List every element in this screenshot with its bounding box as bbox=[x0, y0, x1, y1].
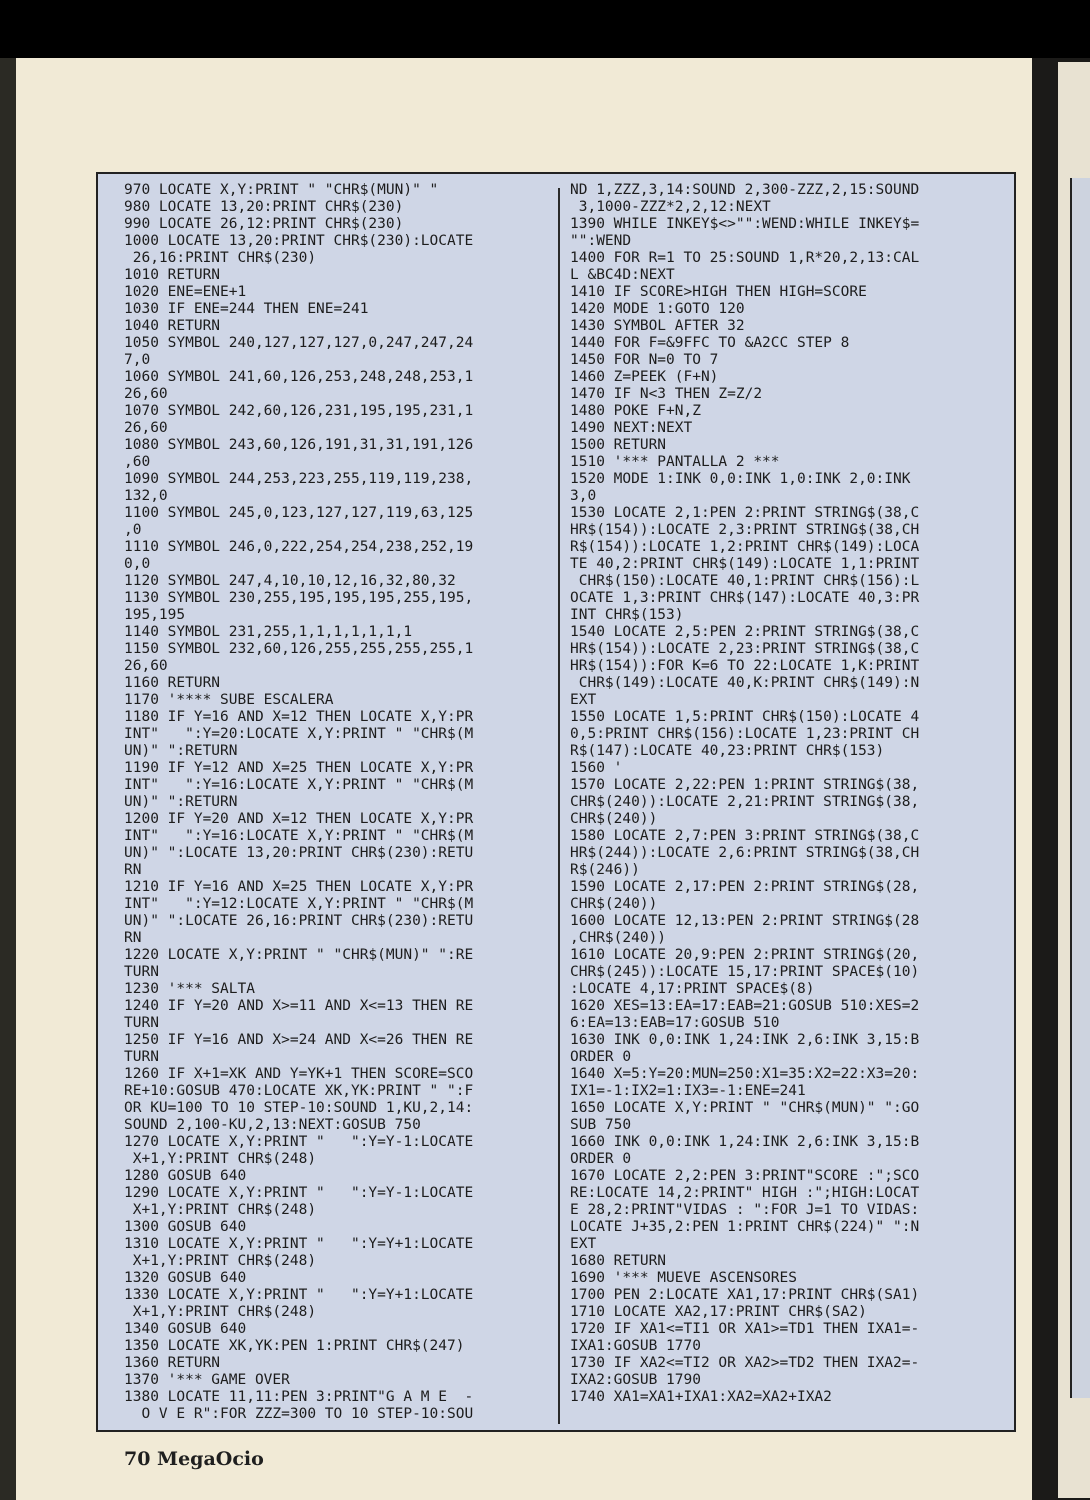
code-line: 990 LOCATE 26,12:PRINT CHR$(230) bbox=[124, 216, 404, 232]
code-line: HR$(154)):LOCATE 2,23:PRINT STRING$(38,C bbox=[570, 641, 920, 657]
code-line: 1210 IF Y=16 AND X=25 THEN LOCATE X,Y:PR bbox=[124, 879, 474, 895]
code-line: 1280 GOSUB 640 bbox=[124, 1168, 247, 1184]
code-line: 1100 SYMBOL 245,0,123,127,127,119,63,125 bbox=[124, 505, 474, 521]
code-line: 1500 RETURN bbox=[570, 437, 667, 453]
code-line: HR$(244)):LOCATE 2,6:PRINT STRING$(38,CH bbox=[570, 845, 920, 861]
code-line: 1060 SYMBOL 241,60,126,253,248,248,253,1 bbox=[124, 369, 474, 385]
code-line: 1700 PEN 2:LOCATE XA1,17:PRINT CHR$(SA1) bbox=[570, 1287, 920, 1303]
code-line: 1590 LOCATE 2,17:PEN 2:PRINT STRING$(28, bbox=[570, 879, 920, 895]
code-line: CHR$(245)):LOCATE 15,17:PRINT SPACE$(10) bbox=[570, 964, 920, 980]
code-line: UN)" ":RETURN bbox=[124, 743, 238, 759]
code-line: INT" ":Y=16:LOCATE X,Y:PRINT " "CHR$(M bbox=[124, 777, 474, 793]
code-line: 1090 SYMBOL 244,253,223,255,119,119,238, bbox=[124, 471, 474, 487]
code-line: 1690 '*** MUEVE ASCENSORES bbox=[570, 1270, 797, 1286]
code-line: 1380 LOCATE 11,11:PEN 3:PRINT"G A M E - bbox=[124, 1389, 474, 1405]
code-line: 1630 INK 0,0:INK 1,24:INK 2,6:INK 3,15:B bbox=[570, 1032, 920, 1048]
code-line: 1220 LOCATE X,Y:PRINT " "CHR$(MUN)" ":RE bbox=[124, 947, 474, 963]
facing-page-listing-edge bbox=[1070, 178, 1090, 1398]
code-line: CHR$(240)):LOCATE 2,21:PRINT STRING$(38, bbox=[570, 794, 920, 810]
code-line: X+1,Y:PRINT CHR$(248) bbox=[124, 1253, 317, 1269]
code-line: ORDER 0 bbox=[570, 1151, 632, 1167]
code-line: 1440 FOR F=&9FFC TO &A2CC STEP 8 bbox=[570, 335, 850, 351]
code-line: R$(246)) bbox=[570, 862, 640, 878]
code-line: 1610 LOCATE 20,9:PEN 2:PRINT STRING$(20, bbox=[570, 947, 920, 963]
code-line: E 28,2:PRINT"VIDAS : ":FOR J=1 TO VIDAS: bbox=[570, 1202, 920, 1218]
code-line: 1390 WHILE INKEY$<>"":WEND:WHILE INKEY$= bbox=[570, 216, 920, 232]
code-line: 1540 LOCATE 2,5:PEN 2:PRINT STRING$(38,C bbox=[570, 624, 920, 640]
code-line: ,CHR$(240)) bbox=[570, 930, 667, 946]
code-line: 1370 '*** GAME OVER bbox=[124, 1372, 290, 1388]
code-line: IXA1:GOSUB 1770 bbox=[570, 1338, 701, 1354]
code-line: 7,0 bbox=[124, 352, 151, 368]
code-line: 1670 LOCATE 2,2:PEN 3:PRINT"SCORE :";SCO bbox=[570, 1168, 920, 1184]
code-line: UN)" ":RETURN bbox=[124, 794, 238, 810]
code-line: 1560 ' bbox=[570, 760, 623, 776]
code-line: 1270 LOCATE X,Y:PRINT " ":Y=Y-1:LOCATE bbox=[124, 1134, 474, 1150]
code-line: 3,1000-ZZZ*2,2,12:NEXT bbox=[570, 199, 771, 215]
code-line: CHR$(150):LOCATE 40,1:PRINT CHR$(156):L bbox=[570, 573, 920, 589]
page-footer: 70 MegaOcio bbox=[124, 1448, 264, 1470]
listing-right-column bbox=[570, 182, 1010, 1406]
code-line: 1260 IF X+1=XK AND Y=YK+1 THEN SCORE=SCO bbox=[124, 1066, 474, 1082]
code-line: RN bbox=[124, 930, 142, 946]
code-line: R$(147):LOCATE 40,23:PRINT CHR$(153) bbox=[570, 743, 885, 759]
code-line: ,0 bbox=[124, 522, 142, 538]
code-line: 1400 FOR R=1 TO 25:SOUND 1,R*20,2,13:CAL bbox=[570, 250, 920, 266]
book-spine-edge bbox=[0, 58, 16, 1500]
code-line: IX1=-1:IX2=1:IX3=-1:ENE=241 bbox=[570, 1083, 806, 1099]
code-line: L &BC4D:NEXT bbox=[570, 267, 675, 283]
code-line: SUB 750 bbox=[570, 1117, 632, 1133]
code-line: HR$(154)):FOR K=6 TO 22:LOCATE 1,K:PRINT bbox=[570, 658, 920, 674]
code-line: 1520 MODE 1:INK 0,0:INK 1,0:INK 2,0:INK bbox=[570, 471, 911, 487]
code-line: 1080 SYMBOL 243,60,126,191,31,31,191,126 bbox=[124, 437, 474, 453]
code-line: 1130 SYMBOL 230,255,195,195,195,255,195, bbox=[124, 590, 474, 606]
code-line: 1350 LOCATE XK,YK:PEN 1:PRINT CHR$(247) bbox=[124, 1338, 465, 1354]
code-line: 1420 MODE 1:GOTO 120 bbox=[570, 301, 745, 317]
code-line: 1710 LOCATE XA2,17:PRINT CHR$(SA2) bbox=[570, 1304, 867, 1320]
code-line: O V E R":FOR ZZZ=300 TO 10 STEP-10:SOU bbox=[124, 1406, 474, 1422]
code-line: 1490 NEXT:NEXT bbox=[570, 420, 693, 436]
listing-left-column bbox=[124, 182, 558, 1423]
code-line: INT" ":Y=16:LOCATE X,Y:PRINT " "CHR$(M bbox=[124, 828, 474, 844]
code-line: 1120 SYMBOL 247,4,10,10,12,16,32,80,32 bbox=[124, 573, 456, 589]
code-line: 1030 IF ENE=244 THEN ENE=241 bbox=[124, 301, 369, 317]
code-line: 1430 SYMBOL AFTER 32 bbox=[570, 318, 745, 334]
code-line: 1170 '**** SUBE ESCALERA bbox=[124, 692, 334, 708]
code-line: 1320 GOSUB 640 bbox=[124, 1270, 247, 1286]
code-line: HR$(154)):LOCATE 2,3:PRINT STRING$(38,CH bbox=[570, 522, 920, 538]
code-line: INT CHR$(153) bbox=[570, 607, 684, 623]
code-line: X+1,Y:PRINT CHR$(248) bbox=[124, 1202, 317, 1218]
code-line: CHR$(149):LOCATE 40,K:PRINT CHR$(149):N bbox=[570, 675, 920, 691]
code-line: 1050 SYMBOL 240,127,127,127,0,247,247,24 bbox=[124, 335, 474, 351]
code-line: 1020 ENE=ENE+1 bbox=[124, 284, 247, 300]
code-line: ,60 bbox=[124, 454, 151, 470]
code-line: 26,16:PRINT CHR$(230) bbox=[124, 250, 317, 266]
basic-code-listing bbox=[96, 172, 1016, 1432]
code-line: 0,5:PRINT CHR$(156):LOCATE 1,23:PRINT CH bbox=[570, 726, 920, 742]
code-line: 1450 FOR N=0 TO 7 bbox=[570, 352, 719, 368]
code-line: 1000 LOCATE 13,20:PRINT CHR$(230):LOCATE bbox=[124, 233, 474, 249]
code-line: 1720 IF XA1<=TI1 OR XA1>=TD1 THEN IXA1=- bbox=[570, 1321, 920, 1337]
code-line: 132,0 bbox=[124, 488, 168, 504]
code-line: EXT bbox=[570, 692, 597, 708]
code-line: ORDER 0 bbox=[570, 1049, 632, 1065]
column-divider bbox=[558, 188, 560, 1424]
code-line: 1150 SYMBOL 232,60,126,255,255,255,255,1 bbox=[124, 641, 474, 657]
code-line: 1200 IF Y=20 AND X=12 THEN LOCATE X,Y:PR bbox=[124, 811, 474, 827]
code-line: 1510 '*** PANTALLA 2 *** bbox=[570, 454, 780, 470]
code-line: 1460 Z=PEEK (F+N) bbox=[570, 369, 719, 385]
code-line: 0,0 bbox=[124, 556, 151, 572]
code-line: 1180 IF Y=16 AND X=12 THEN LOCATE X,Y:PR bbox=[124, 709, 474, 725]
code-line: 1010 RETURN bbox=[124, 267, 221, 283]
code-line: RE+10:GOSUB 470:LOCATE XK,YK:PRINT " ":F bbox=[124, 1083, 474, 1099]
code-line: 1530 LOCATE 2,1:PEN 2:PRINT STRING$(38,C bbox=[570, 505, 920, 521]
code-line: 1660 INK 0,0:INK 1,24:INK 2,6:INK 3,15:B bbox=[570, 1134, 920, 1150]
code-line: 1600 LOCATE 12,13:PEN 2:PRINT STRING$(28 bbox=[570, 913, 920, 929]
code-line: 1300 GOSUB 640 bbox=[124, 1219, 247, 1235]
code-line: ND 1,ZZZ,3,14:SOUND 2,300-ZZZ,2,15:SOUND bbox=[570, 182, 920, 198]
code-line: 1230 '*** SALTA bbox=[124, 981, 255, 997]
code-line: 1040 RETURN bbox=[124, 318, 221, 334]
code-line: CHR$(240)) bbox=[570, 896, 658, 912]
code-line: R$(154)):LOCATE 1,2:PRINT CHR$(149):LOCA bbox=[570, 539, 920, 555]
code-line: X+1,Y:PRINT CHR$(248) bbox=[124, 1151, 317, 1167]
code-line: 1190 IF Y=12 AND X=25 THEN LOCATE X,Y:PR bbox=[124, 760, 474, 776]
code-line: UN)" ":LOCATE 26,16:PRINT CHR$(230):RETU bbox=[124, 913, 474, 929]
code-line: 1290 LOCATE X,Y:PRINT " ":Y=Y-1:LOCATE bbox=[124, 1185, 474, 1201]
code-line: 980 LOCATE 13,20:PRINT CHR$(230) bbox=[124, 199, 404, 215]
code-line: 1160 RETURN bbox=[124, 675, 221, 691]
code-line: SOUND 2,100-KU,2,13:NEXT:GOSUB 750 bbox=[124, 1117, 421, 1133]
code-line: 1310 LOCATE X,Y:PRINT " ":Y=Y+1:LOCATE bbox=[124, 1236, 474, 1252]
code-line: OCATE 1,3:PRINT CHR$(147):LOCATE 40,3:PR bbox=[570, 590, 920, 606]
code-line: RN bbox=[124, 862, 142, 878]
code-line: 1410 IF SCORE>HIGH THEN HIGH=SCORE bbox=[570, 284, 867, 300]
code-line: 1330 LOCATE X,Y:PRINT " ":Y=Y+1:LOCATE bbox=[124, 1287, 474, 1303]
code-line: :LOCATE 4,17:PRINT SPACE$(8) bbox=[570, 981, 815, 997]
code-line: 1470 IF N<3 THEN Z=Z/2 bbox=[570, 386, 763, 402]
code-line: 1740 XA1=XA1+IXA1:XA2=XA2+IXA2 bbox=[570, 1389, 832, 1405]
code-line: 26,60 bbox=[124, 420, 168, 436]
code-line: CHR$(240)) bbox=[570, 811, 658, 827]
code-line: RE:LOCATE 14,2:PRINT" HIGH :";HIGH:LOCAT bbox=[570, 1185, 920, 1201]
code-line: 1640 X=5:Y=20:MUN=250:X1=35:X2=22:X3=20: bbox=[570, 1066, 920, 1082]
code-line: 1110 SYMBOL 246,0,222,254,254,238,252,19 bbox=[124, 539, 474, 555]
code-line: 1070 SYMBOL 242,60,126,231,195,195,231,1 bbox=[124, 403, 474, 419]
code-line: INT" ":Y=12:LOCATE X,Y:PRINT " "CHR$(M bbox=[124, 896, 474, 912]
code-line: 195,195 bbox=[124, 607, 186, 623]
code-line: 970 LOCATE X,Y:PRINT " "CHR$(MUN)" " bbox=[124, 182, 439, 198]
code-line: 1650 LOCATE X,Y:PRINT " "CHR$(MUN)" ":GO bbox=[570, 1100, 920, 1116]
code-line: INT" ":Y=20:LOCATE X,Y:PRINT " "CHR$(M bbox=[124, 726, 474, 742]
code-line: LOCATE J+35,2:PEN 1:PRINT CHR$(224)" ":N bbox=[570, 1219, 920, 1235]
code-line: 6:EA=13:EAB=17:GOSUB 510 bbox=[570, 1015, 780, 1031]
code-line: 3,0 bbox=[570, 488, 597, 504]
code-line: 1250 IF Y=16 AND X>=24 AND X<=26 THEN RE bbox=[124, 1032, 474, 1048]
code-line: TE 40,2:PRINT CHR$(149):LOCATE 1,1:PRINT bbox=[570, 556, 920, 572]
code-line: OR KU=100 TO 10 STEP-10:SOUND 1,KU,2,14: bbox=[124, 1100, 474, 1116]
code-line: "":WEND bbox=[570, 233, 632, 249]
code-line: 1360 RETURN bbox=[124, 1355, 221, 1371]
code-line: 1480 POKE F+N,Z bbox=[570, 403, 701, 419]
code-line: TURN bbox=[124, 1015, 159, 1031]
code-line: TURN bbox=[124, 964, 159, 980]
code-line: 1620 XES=13:EA=17:EAB=21:GOSUB 510:XES=2 bbox=[570, 998, 920, 1014]
code-line: 1240 IF Y=20 AND X>=11 AND X<=13 THEN RE bbox=[124, 998, 474, 1014]
code-line: 1140 SYMBOL 231,255,1,1,1,1,1,1,1 bbox=[124, 624, 413, 640]
code-line: TURN bbox=[124, 1049, 159, 1065]
code-line: 1570 LOCATE 2,22:PEN 1:PRINT STRING$(38, bbox=[570, 777, 920, 793]
code-line: X+1,Y:PRINT CHR$(248) bbox=[124, 1304, 317, 1320]
code-line: IXA2:GOSUB 1790 bbox=[570, 1372, 701, 1388]
code-line: 1550 LOCATE 1,5:PRINT CHR$(150):LOCATE 4 bbox=[570, 709, 920, 725]
code-line: 1730 IF XA2<=TI2 OR XA2>=TD2 THEN IXA2=- bbox=[570, 1355, 920, 1371]
code-line: 26,60 bbox=[124, 658, 168, 674]
code-line: 26,60 bbox=[124, 386, 168, 402]
code-line: EXT bbox=[570, 1236, 597, 1252]
code-line: 1580 LOCATE 2,7:PEN 3:PRINT STRING$(38,C bbox=[570, 828, 920, 844]
code-line: 1340 GOSUB 640 bbox=[124, 1321, 247, 1337]
code-line: 1680 RETURN bbox=[570, 1253, 667, 1269]
code-line: UN)" ":LOCATE 13,20:PRINT CHR$(230):RETU bbox=[124, 845, 474, 861]
